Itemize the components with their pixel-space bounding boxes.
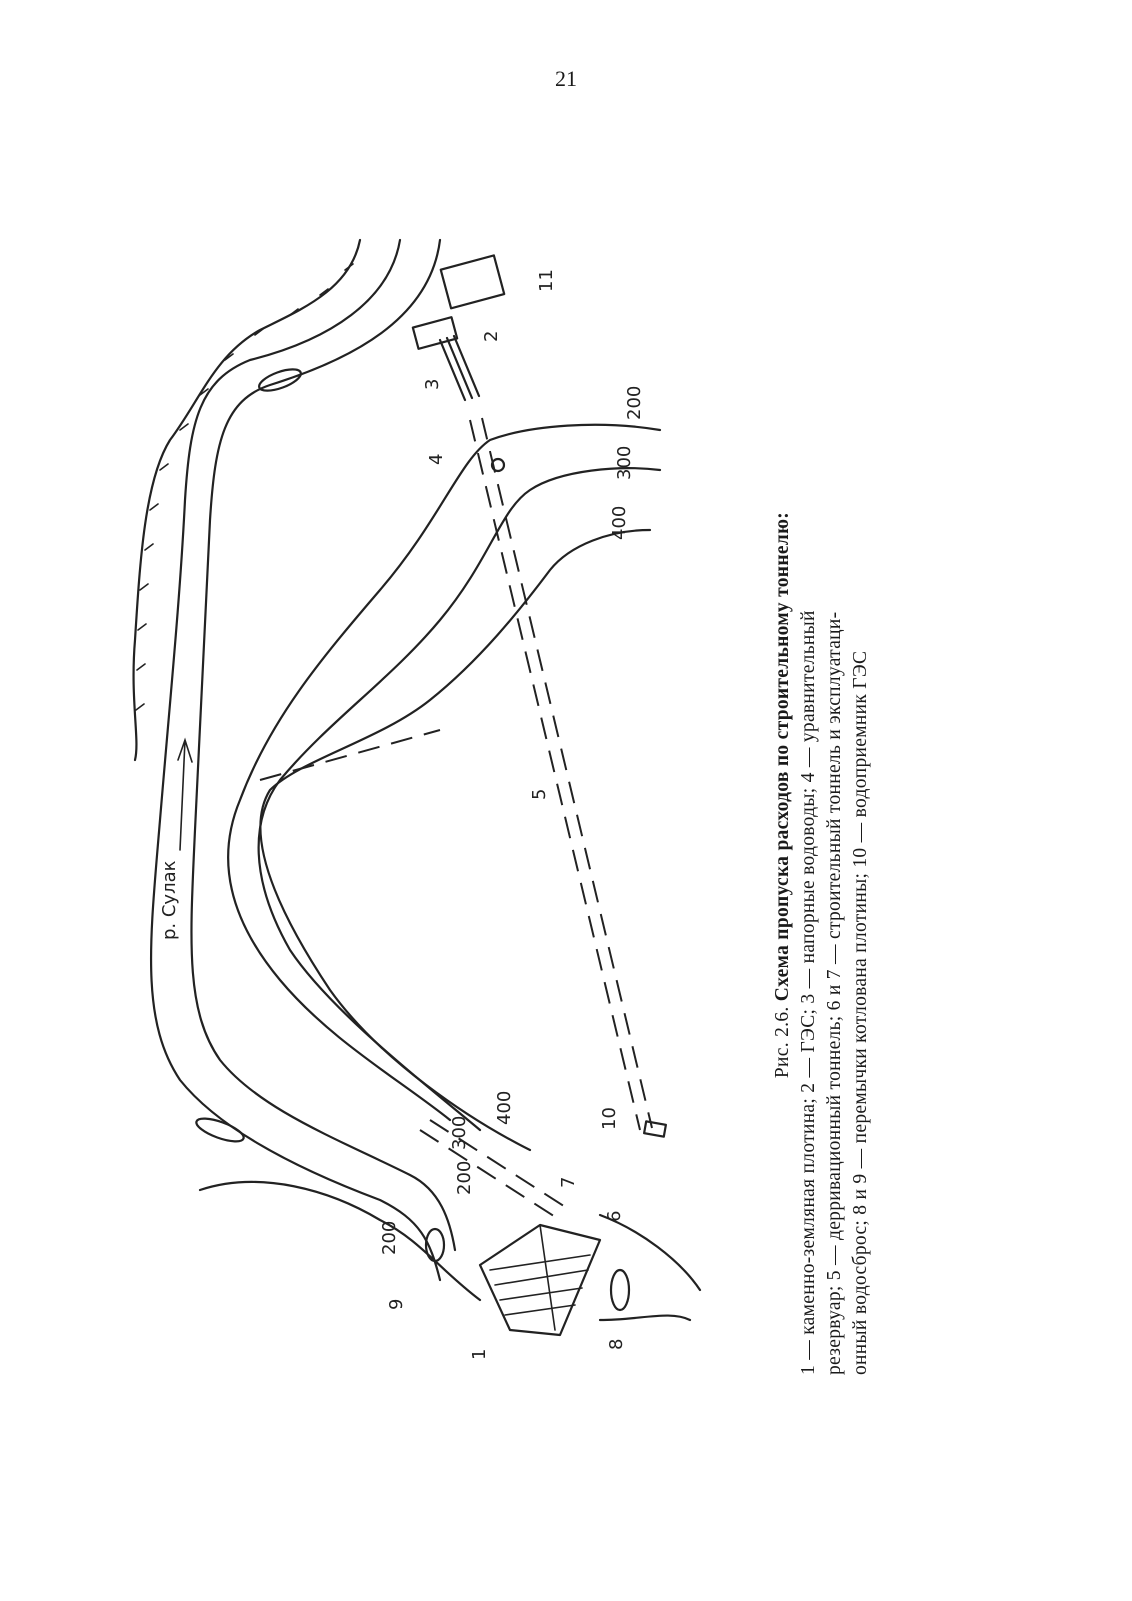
label-num-2: 2 xyxy=(481,330,502,342)
contour-300 xyxy=(259,468,660,1130)
rockfill-dam xyxy=(480,1225,600,1335)
river-left-bank-hatching xyxy=(136,264,353,710)
river-channel-inner xyxy=(191,240,455,1250)
label-num-6: 6 xyxy=(604,1210,625,1222)
label-num-3: 3 xyxy=(422,378,443,390)
label-num-11: 11 xyxy=(536,269,557,292)
rockfill-dam-hatching xyxy=(490,1225,590,1330)
river-island-upper xyxy=(257,365,304,395)
label-400-bottom: 400 xyxy=(494,1090,515,1125)
label-300-bottom: 300 xyxy=(449,1115,470,1150)
construction-tunnel xyxy=(420,1120,570,1220)
river-left-bank xyxy=(134,240,360,760)
river-channel-outer xyxy=(151,240,440,1280)
penstocks-icon xyxy=(440,336,479,400)
downstream-bank-right xyxy=(600,1215,700,1320)
label-400-top: 400 xyxy=(609,505,630,540)
label-num-1: 1 xyxy=(469,1348,490,1360)
caption-heading xyxy=(770,215,796,1375)
river-flow-arrow xyxy=(178,740,192,850)
figure-caption xyxy=(770,215,890,1375)
label-num-5: 5 xyxy=(529,788,550,800)
cofferdam-8-icon xyxy=(611,1270,629,1310)
page-number: 21 xyxy=(555,66,577,91)
caption-line-3: онный водосброс; 8 и 9 — перемычки котлована плотины; 10 — водоприемник ГЭС xyxy=(850,650,871,1375)
label-num-4: 4 xyxy=(426,453,447,465)
contour-400 xyxy=(260,530,650,1150)
label-river: р. Сулак xyxy=(159,860,180,940)
label-num-9: 9 xyxy=(386,1298,407,1310)
label-num-10: 10 xyxy=(599,1107,620,1130)
building-icon xyxy=(441,255,504,308)
caption-line-1: 1 — каменно-земляная плотина; 2 — ГЭС; 3 — напорные водоводы; 4 — уравнительный xyxy=(798,610,819,1375)
label-300-top: 300 xyxy=(614,445,635,480)
label-200-bottom: 200 xyxy=(454,1160,475,1195)
caption-line-2: резервуар; 5 — дерривационный тоннель; 6 и 7 — строительный тоннель и эксплуатаци- xyxy=(824,611,845,1375)
caption-label: Рис. 2.6. xyxy=(772,1006,793,1079)
label-num-7: 7 xyxy=(558,1176,579,1188)
label-200-top: 200 xyxy=(624,385,645,420)
caption-title: Схема пропуска расходов по строительному тоннелю: xyxy=(772,511,793,1002)
label-num-8: 8 xyxy=(606,1338,627,1350)
label-200-left: 200 xyxy=(379,1220,400,1255)
intake-icon xyxy=(644,1121,666,1136)
